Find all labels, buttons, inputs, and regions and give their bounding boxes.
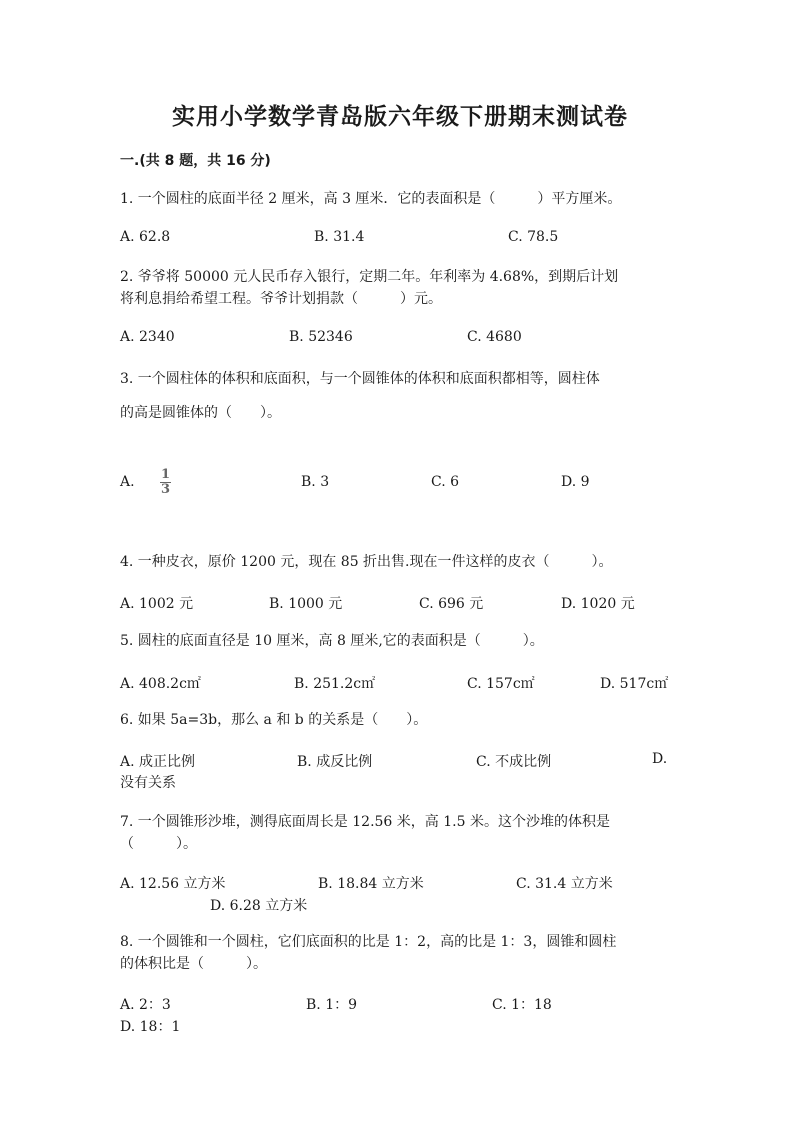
question-3-option-b: B. 3 <box>301 474 330 490</box>
fraction-denominator: 3 <box>161 482 171 497</box>
question-6-option-a: A. 成正比例 <box>120 754 196 770</box>
question-5-option-c: C. 157c㎡ <box>467 676 535 692</box>
question-2-line-2: 将利息捐给希望工程。爷爷计划捐款（ ）元。 <box>120 291 442 307</box>
question-8-option-c: C. 1：18 <box>492 997 552 1013</box>
question-4-option-b: B. 1000 元 <box>269 596 343 612</box>
section-heading: 一.(共 8 题，共 16 分) <box>120 153 271 169</box>
question-1-option-a: A. 62.8 <box>120 229 171 245</box>
question-8-line-1: 8. 一个圆锥和一个圆柱，它们底面积的比是 1：2，高的比是 1：3，圆锥和圆柱 <box>120 934 617 950</box>
question-3-option-a: A. <box>120 474 135 490</box>
question-6-option-d: D. <box>652 751 668 767</box>
question-7-option-c: C. 31.4 立方米 <box>516 876 613 892</box>
question-4-text: 4. 一种皮衣，原价 1200 元，现在 85 折出售.现在一件这样的皮衣（ ）。 <box>120 554 613 570</box>
question-5-option-a: A. 408.2c㎡ <box>120 676 201 692</box>
question-3-line-1: 3. 一个圆柱体的体积和底面积，与一个圆锥体的体积和底面积都相等，圆柱体 <box>120 371 600 387</box>
question-6-text: 6. 如果 5a=3b，那么 a 和 b 的关系是（ ）。 <box>120 712 428 728</box>
question-6-option-c: C. 不成比例 <box>476 754 552 770</box>
question-8-option-a: A. 2：3 <box>120 997 171 1013</box>
question-7-option-a: A. 12.56 立方米 <box>120 876 226 892</box>
question-1-option-b: B. 31.4 <box>314 229 365 245</box>
question-8-line-2: 的体积比是（ ）。 <box>120 956 267 972</box>
question-7-line-1: 7. 一个圆锥形沙堆，测得底面周长是 12.56 米，高 1.5 米。这个沙堆的体积是 <box>120 814 610 830</box>
question-2-line-1: 2. 爷爷将 50000 元人民币存入银行，定期二年。年利率为 4.68%，到期后计划 <box>120 269 619 285</box>
question-2-option-b: B. 52346 <box>289 329 353 345</box>
question-3-option-d: D. 9 <box>561 474 590 490</box>
question-5-option-d: D. 517c㎡ <box>600 676 669 692</box>
question-7-option-b: B. 18.84 立方米 <box>318 876 424 892</box>
question-3-line-2: 的高是圆锥体的（ ）。 <box>120 405 281 421</box>
question-6-option-d-text: 没有关系 <box>120 775 176 791</box>
question-1-text: 1. 一个圆柱的底面半径 2 厘米，高 3 厘米．它的表面积是（ ）平方厘米。 <box>120 191 622 207</box>
question-4-option-a: A. 1002 元 <box>120 596 194 612</box>
question-8-option-d: D. 18：1 <box>120 1019 181 1035</box>
question-5-text: 5. 圆柱的底面直径是 10 厘米，高 8 厘米,它的表面积是（ ）。 <box>120 633 544 649</box>
question-6-option-b: B. 成反比例 <box>297 754 373 770</box>
question-4-option-d: D. 1020 元 <box>561 596 635 612</box>
question-3-option-c: C. 6 <box>431 474 460 490</box>
question-3-option-a-fraction <box>160 468 171 497</box>
question-7-option-d: D. 6.28 立方米 <box>210 898 308 914</box>
question-5-option-b: B. 251.2c㎡ <box>294 676 376 692</box>
question-1-option-c: C. 78.5 <box>508 229 559 245</box>
question-4-option-c: C. 696 元 <box>419 596 484 612</box>
question-8-option-b: B. 1：9 <box>306 997 358 1013</box>
fraction-numerator: 1 <box>161 467 171 482</box>
question-2-option-a: A. 2340 <box>120 329 175 345</box>
question-7-line-2: （ ）。 <box>120 836 197 852</box>
question-2-option-c: C. 4680 <box>467 329 522 345</box>
page-title: 实用小学数学青岛版六年级下册期末测试卷 <box>172 104 628 130</box>
